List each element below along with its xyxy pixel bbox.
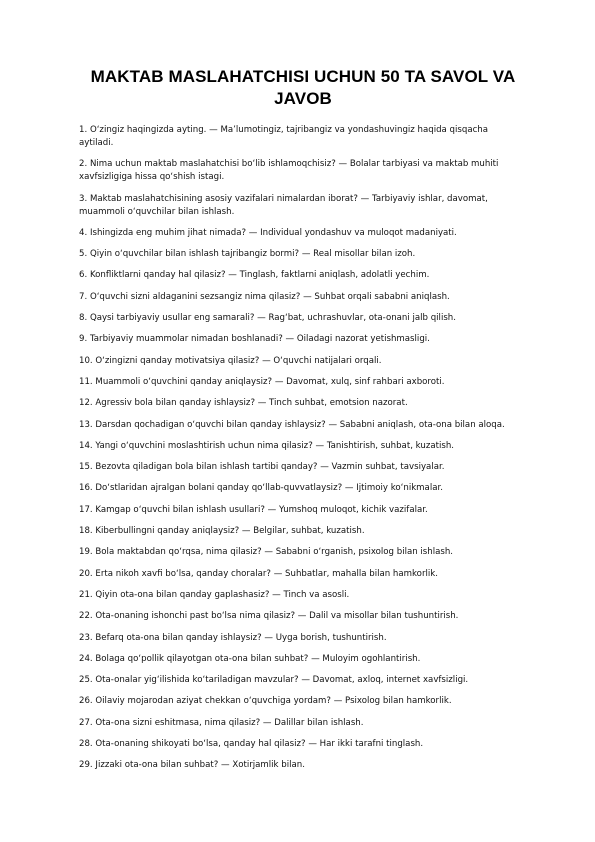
list-item (79, 376, 507, 389)
item-text: Ota-onalar yig‘ilishida ko‘tariladigan mavzular? — Davomat, axloq, internet xavfsizligi. (95, 675, 469, 686)
item-text: Ota-onaning shikoyati bo‘lsa, qanday hal qilasiz? — Har ikki tarafni tinglash. (95, 739, 424, 750)
list-item (79, 717, 507, 730)
list-item (79, 440, 507, 453)
list-item (79, 397, 507, 410)
list-item (79, 291, 507, 304)
item-number: 14. (79, 440, 93, 451)
item-text: Kiberbullingni qanday aniqlaysiz? — Belgilar, suhbat, kuzatish. (95, 526, 365, 537)
item-number: 10. (79, 355, 93, 366)
item-number: 24. (79, 653, 93, 664)
list-item (79, 312, 507, 325)
item-number: 20. (79, 568, 93, 579)
list-item (79, 738, 507, 751)
list-item (79, 124, 507, 150)
item-text: Qaysi tarbiyaviy usullar eng samarali? — Rag‘bat, uchrashuvlar, ota-onani jalb qilish. (89, 313, 456, 324)
item-number: 6. (79, 270, 88, 281)
list-item (79, 589, 507, 602)
item-text: Bezovta qiladigan bola bilan ishlash tartibi qanday? — Vazmin suhbat, tavsiyalar. (95, 462, 445, 473)
item-number: 21. (79, 589, 93, 600)
list-item (79, 333, 507, 346)
item-number: 11. (79, 376, 93, 387)
item-text: Do‘stlaridan ajralgan bolani qanday qo‘llab-quvvatlaysiz? — Ijtimoiy ko‘nikmalar. (95, 483, 443, 494)
item-number: 29. (79, 760, 93, 771)
list-item (79, 504, 507, 517)
qa-list (79, 124, 507, 772)
list-item (79, 546, 507, 559)
list-item (79, 269, 507, 282)
item-text: Jizzaki ota-ona bilan suhbat? — Xotirjamlik bilan. (95, 760, 305, 771)
list-item (79, 461, 507, 474)
item-number: 7. (79, 291, 88, 302)
item-text: Bola maktabdan qo‘rqsa, nima qilasiz? — Sababni o‘rganish, psixolog bilan ishlash. (95, 547, 454, 558)
item-text: Ishingizda eng muhim jihat nimada? — Individual yondashuv va muloqot madaniyati. (89, 227, 457, 238)
list-item (79, 158, 507, 184)
item-number: 13. (79, 419, 93, 430)
item-text: O‘zingizni qanday motivatsiya qilasiz? — O‘quvchi natijalari orqali. (95, 355, 382, 366)
item-number: 15. (79, 462, 93, 473)
item-number: 4. (79, 227, 88, 238)
list-item (79, 248, 507, 261)
item-text: Erta nikoh xavfi bo‘lsa, qanday choralar? — Suhbatlar, mahalla bilan hamkorlik. (95, 568, 438, 579)
item-number: 16. (79, 483, 93, 494)
item-number: 5. (79, 249, 88, 260)
list-item (79, 632, 507, 645)
item-text: Darsdan qochadigan o‘quvchi bilan qanday ishlaysiz? — Sababni aniqlash, ota-ona bilan aloqa. (95, 419, 505, 430)
item-number: 18. (79, 526, 93, 537)
item-number: 9. (79, 334, 88, 345)
item-number: 3. (79, 193, 88, 204)
list-item (79, 525, 507, 538)
item-text: Kamgap o‘quvchi bilan ishlash usullari? — Yumshoq muloqot, kichik vazifalar. (95, 504, 428, 515)
item-text: O‘zingiz haqingizda ayting. — Ma’lumotingiz, tajribangiz va yondashuvingiz haqida qisqacha aytiladi. (79, 125, 489, 148)
item-text: Nima uchun maktab maslahatchisi bo‘lib ishlamoqchisiz? — Bolalar tarbiyasi va maktab muhiti xavfsizligiga hissa qo‘shish istagi. (79, 159, 499, 183)
list-item (79, 653, 507, 666)
list-item (79, 695, 507, 708)
list-item (79, 674, 507, 687)
item-text: Yangi o‘quvchini moslashtirish uchun nima qilasiz? — Tanishtirish, suhbat, kuzatish. (95, 440, 455, 451)
item-text: Bolaga qo‘pollik qilayotgan ota-ona bilan suhbat? — Muloyim ogohlantirish. (95, 653, 421, 664)
item-text: Konfliktlarni qanday hal qilasiz? — Tinglash, faktlarni aniqlash, adolatli yechim. (89, 270, 430, 281)
list-item (79, 419, 507, 432)
item-text: Muammoli o‘quvchini qanday aniqlaysiz? — Davomat, xulq, sinf rahbari axboroti. (95, 376, 445, 387)
item-text: Agressiv bola bilan qanday ishlaysiz? — Tinch suhbat, emotsion nazorat. (95, 398, 408, 409)
document-title: MAKTAB MASLAHATCHISI UCHUN 50 TA SAVOL VA JAVOB (90, 67, 516, 108)
item-number: 1. (79, 125, 88, 135)
item-text: Qiyin ota-ona bilan qanday gaplashasiz? — Tinch va asosli. (95, 589, 350, 600)
item-number: 12. (79, 398, 93, 409)
item-number: 2. (79, 159, 88, 170)
list-item (79, 759, 507, 772)
item-number: 27. (79, 717, 93, 728)
item-text: Oilaviy mojarodan aziyat chekkan o‘quvchiga yordam? — Psixolog bilan hamkorlik. (95, 696, 452, 707)
list-item (79, 482, 507, 495)
item-text: Maktab maslahatchisining asosiy vazifalari nimalardan iborat? — Tarbiyaviy ishlar, davomat, muammoli o‘quvchilar bilan ishlash. (79, 193, 488, 217)
item-number: 23. (79, 632, 93, 643)
list-item (79, 568, 507, 581)
item-number: 8. (79, 313, 88, 324)
item-text: Befarq ota-ona bilan qanday ishlaysiz? — Uyga borish, tushuntirish. (95, 632, 387, 643)
item-number: 25. (79, 675, 93, 686)
item-number: 19. (79, 547, 93, 558)
item-number: 26. (79, 696, 93, 707)
item-text: Qiyin o‘quvchilar bilan ishlash tajribangiz bormi? — Real misollar bilan izoh. (89, 249, 416, 260)
item-text: O‘quvchi sizni aldaganini sezsangiz nima qilasiz? — Suhbat orqali sababni aniqlash. (89, 291, 450, 302)
list-item (79, 610, 507, 623)
list-item (79, 193, 507, 219)
item-text: Tarbiyaviy muammolar nimadan boshlanadi? — Oiladagi nazorat yetishmasligi. (89, 334, 430, 345)
item-number: 17. (79, 504, 93, 515)
item-text: Ota-ona sizni eshitmasa, nima qilasiz? — Dalillar bilan ishlash. (95, 717, 364, 728)
item-text: Ota-onaning ishonchi past bo‘lsa nima qilasiz? — Dalil va misollar bilan tushuntirish. (95, 611, 459, 622)
list-item (79, 355, 507, 368)
item-number: 22. (79, 611, 93, 622)
item-number: 28. (79, 739, 93, 750)
list-item (79, 227, 507, 240)
